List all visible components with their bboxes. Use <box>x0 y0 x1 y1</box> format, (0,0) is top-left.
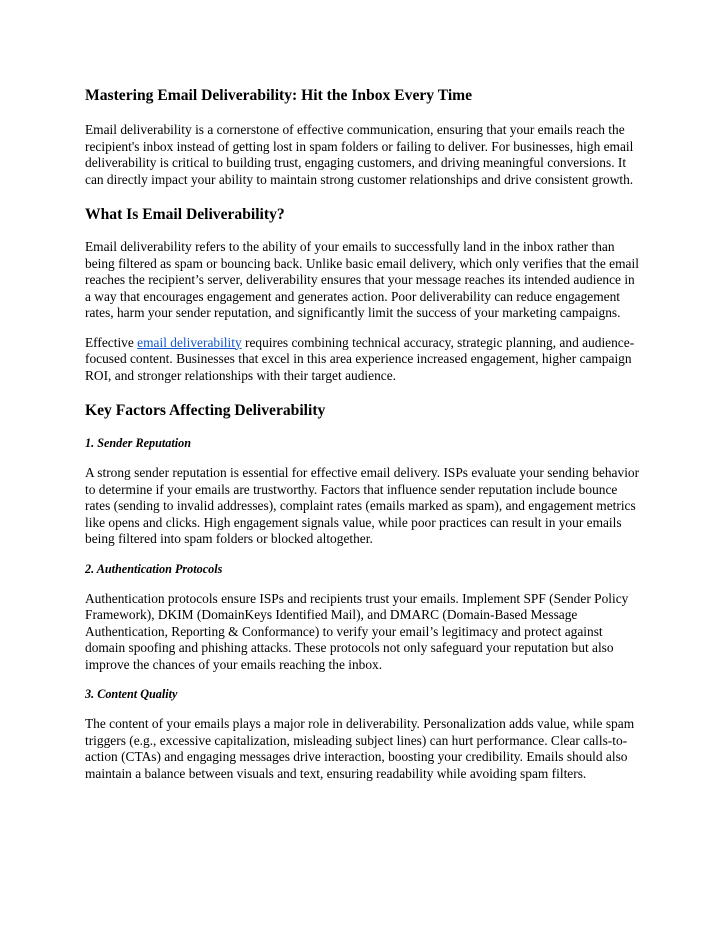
factor-body-sender-reputation: A strong sender reputation is essential for effective email delivery. ISPs evaluate your sending behavior to determine if your emails are trustworthy. Factors that influence sender reputation include bounce rates (sending to invalid addresses), complaint rates (emails marked as spam), and engagement metrics like opens and clicks. High engagement signals value, while poor practices can result in your emails being filtered into spam folders or blocked altogether. <box>85 465 640 546</box>
page-title: Mastering Email Deliverability: Hit the Inbox Every Time <box>85 87 473 104</box>
effective-text-after: requires combining technical accuracy, strategic planning, and audience-focused content. Businesses that excel in this area experience increased engagement, higher campaign ROI, and stronger relationships with their target audience. <box>85 334 635 383</box>
effective-text-before: Effective <box>85 334 138 350</box>
intro-paragraph: Email deliverability is a cornerstone of effective communication, ensuring that your emails reach the recipient's inbox instead of getting lost in spam folders or failing to deliver. For businesses, high email deliverability is critical to building trust, engaging customers, and driving meaningful conversions. It can directly impact your ability to maintain strong customer relationships and drive consistent growth. <box>85 122 634 187</box>
definition-paragraph: Email deliverability refers to the ability of your emails to successfully land in the inbox rather than being filtered as spam or bouncing back. Unlike basic email delivery, which only verifies that the email reaches the recipient’s server, deliverability ensures that your message reaches its intended audience in a way that encourages engagement and generates action. Poor deliverability can reduce engagement rates, harm your sender reputation, and significantly limit the success of your marketing campaigns. <box>85 239 639 320</box>
section-heading-key-factors: Key Factors Affecting Deliverability <box>85 402 326 419</box>
section-heading-what-is: What Is Email Deliverability? <box>85 206 285 223</box>
email-deliverability-link[interactable]: email deliverability <box>137 334 242 350</box>
effective-paragraph <box>85 335 640 385</box>
factor-heading-sender-reputation: 1. Sender Reputation <box>85 436 191 450</box>
factor-body-content-quality: The content of your emails plays a major role in deliverability. Personalization adds value, while spam triggers (e.g., excessive capitalization, misleading subject lines) can hurt performance. Clear calls-to-action (CTAs) and engaging messages drive interaction, boosting your credibility. Emails should also maintain a balance between visuals and text, ensuring readability while avoiding spam filters. <box>85 716 635 781</box>
factor-body-authentication: Authentication protocols ensure ISPs and recipients trust your emails. Implement SPF (Sender Policy Framework), DKIM (DomainKeys Identified Mail), and DMARC (Domain-Based Message Authentication, Reporting & Conformance) to verify your email’s legitimacy and protect against domain spoofing and phishing attacks. These protocols not only safeguard your reputation but also improve the chances of your emails reaching the inbox. <box>85 590 629 672</box>
factor-heading-authentication: 2. Authentication Protocols <box>85 561 223 576</box>
factor-heading-content-quality: 3. Content Quality <box>85 687 178 701</box>
